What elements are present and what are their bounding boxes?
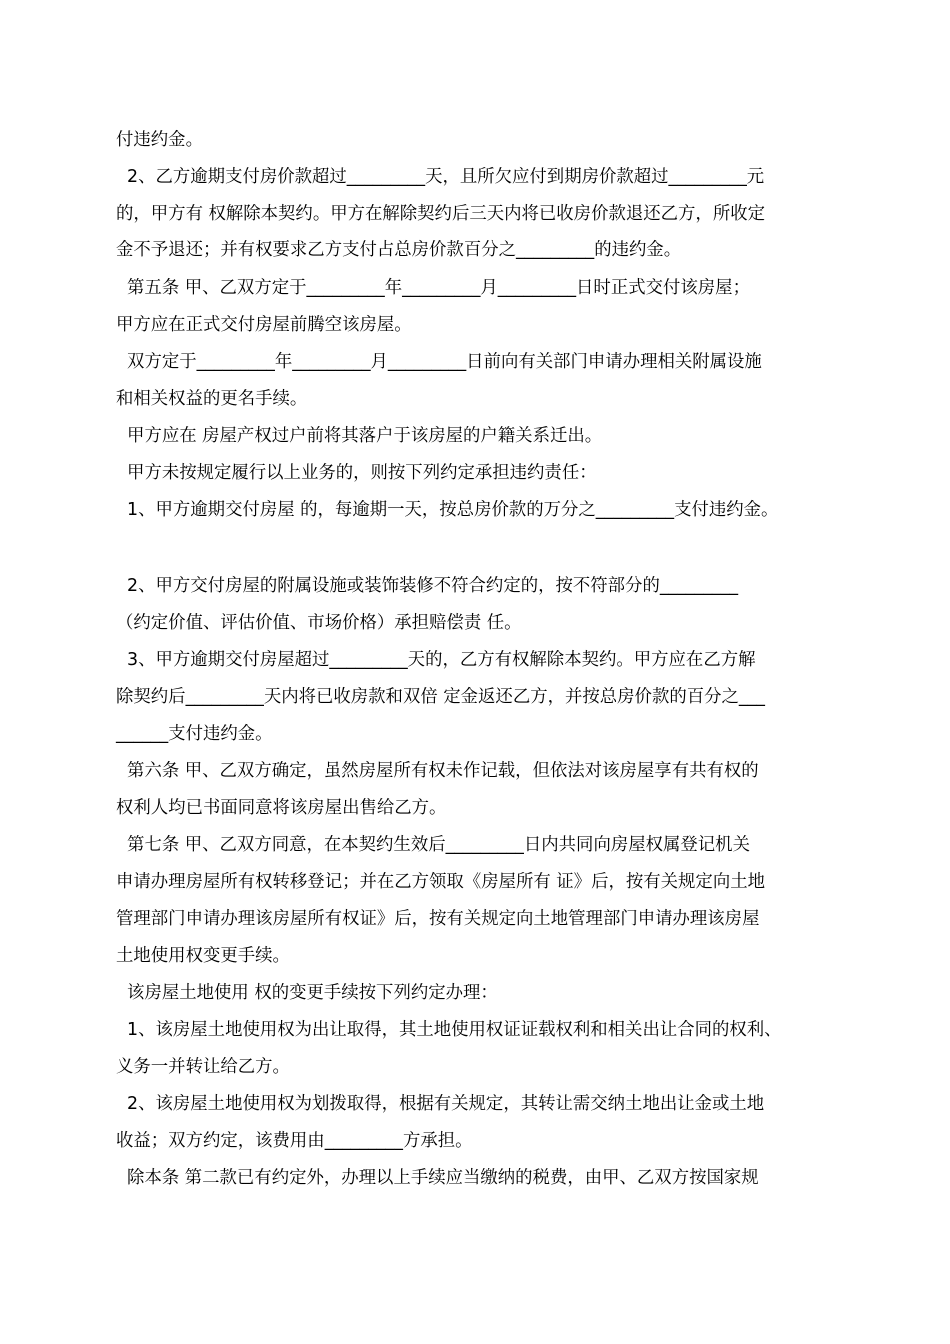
paragraph-line: 的，甲方有 权解除本契约。甲方在解除契约后三天内将已收房价款退还乙方，所收定: [116, 204, 765, 224]
paragraph-line: 金不予退还；并有权要求乙方支付占总房价款百分之_________的违约金。: [116, 240, 682, 260]
paragraph-line: 1、该房屋土地使用权为出让取得，其土地使用权证证载权利和相关出让合同的权利、: [116, 1020, 782, 1040]
paragraph-line: 收益；双方约定，该费用由_________方承担。: [116, 1131, 473, 1151]
paragraph-line: 申请办理房屋所有权转移登记；并在乙方领取《房屋所有 证》后，按有关规定向土地: [116, 872, 765, 892]
paragraph-line: 义务一并转让给乙方。: [116, 1057, 290, 1077]
paragraph-line: 除契约后_________天内将已收房款和双倍 定金返还乙方，并按总房价款的百分之___: [116, 687, 765, 707]
paragraph-line: 第七条 甲、乙双方同意，在本契约生效后_________日内共同向房屋权属登记机关: [116, 835, 750, 855]
paragraph-line: 2、乙方逾期支付房价款超过_________天，且所欠应付到期房价款超过_________元: [116, 167, 765, 187]
paragraph-line: 和相关权益的更名手续。: [116, 389, 308, 409]
paragraph-line: 2、甲方交付房屋的附属设施或装饰装修不符合约定的，按不符部分的_________: [116, 576, 739, 596]
paragraph-line: ______支付违约金。: [116, 724, 273, 744]
paragraph-line: 土地使用权变更手续。: [116, 946, 290, 966]
paragraph-line: 双方定于_________年_________月_________日前向有关部门申请办理相关附属设施: [116, 352, 762, 372]
paragraph-line: 甲方应在 房屋产权过户前将其落户于该房屋的户籍关系迁出。: [116, 426, 603, 446]
paragraph-line: 3、甲方逾期交付房屋超过_________天的，乙方有权解除本契约。甲方应在乙方解: [116, 650, 756, 670]
paragraph-line: 第六条 甲、乙双方确定，虽然房屋所有权未作记载，但依法对该房屋享有共有权的: [116, 761, 759, 781]
paragraph-line: 管理部门申请办理该房屋所有权证》后，按有关规定向土地管理部门申请办理该房屋: [116, 909, 760, 929]
paragraph-line: 权利人均已书面同意将该房屋出售给乙方。: [116, 798, 447, 818]
paragraph-line: 除本条 第二款已有约定外，办理以上手续应当缴纳的税费，由甲、乙双方按国家规: [116, 1168, 759, 1188]
paragraph-line: 甲方未按规定履行以上业务的，则按下列约定承担违约责任：: [116, 463, 597, 483]
paragraph-line: 第五条 甲、乙双方定于_________年_________月_________日时正式交付该房屋；: [116, 278, 750, 298]
paragraph-line: 甲方应在正式交付房屋前腾空该房屋。: [116, 315, 412, 335]
paragraph-line: 付违约金。: [116, 130, 203, 150]
paragraph-line: （约定价值、评估价值、市场价格）承担赔偿责 任。: [116, 613, 522, 633]
paragraph-line: 1、甲方逾期交付房屋 的，每逾期一天，按总房价款的万分之_________支付违约金。: [116, 500, 779, 520]
paragraph-line: 2、该房屋土地使用权为划拨取得，根据有关规定，其转让需交纳土地出让金或土地: [116, 1094, 765, 1114]
paragraph-line: 该房屋土地使用 权的变更手续按下列约定办理：: [116, 983, 498, 1003]
